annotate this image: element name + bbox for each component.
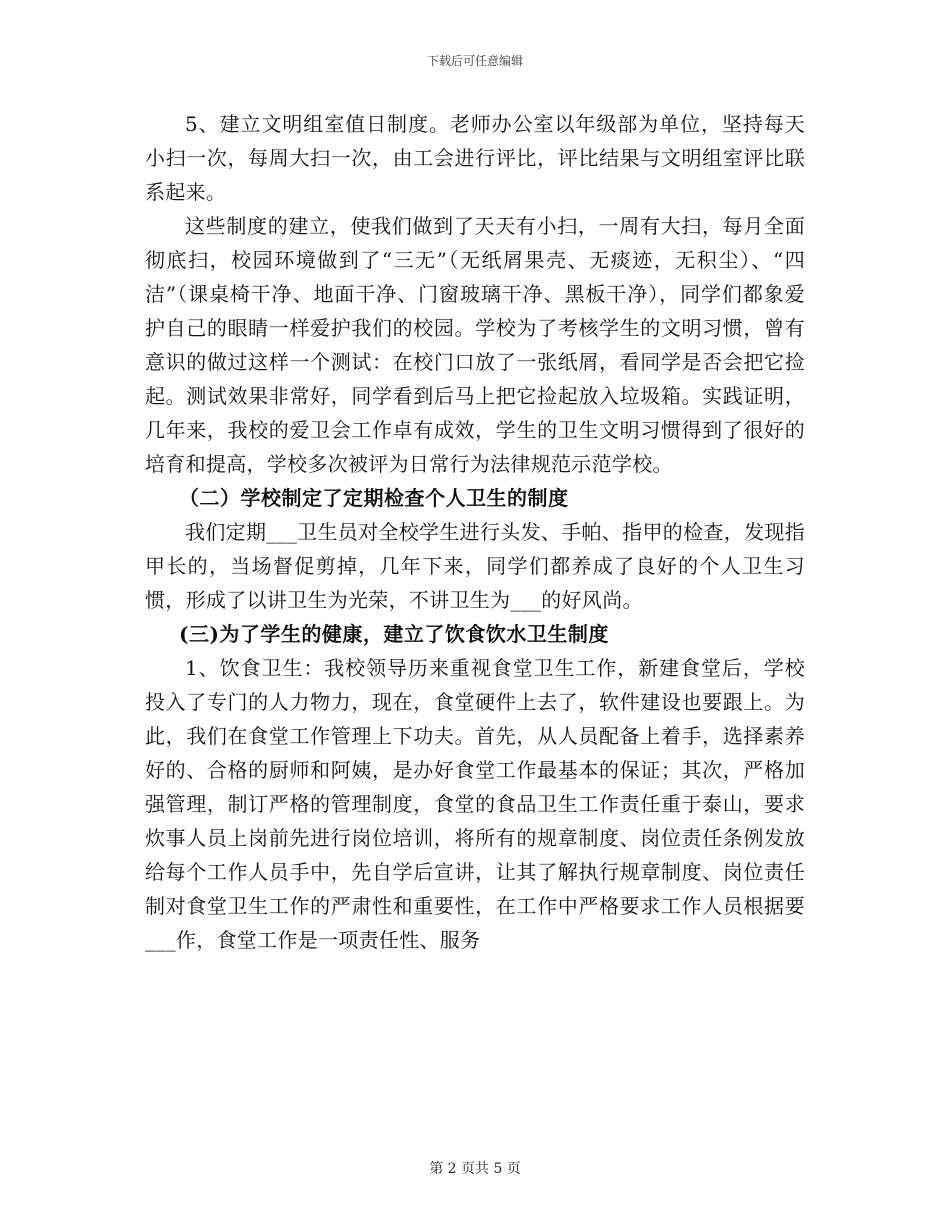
paragraph-personal-hygiene: 我们定期___卫生员对全校学生进行头发、手帕、指甲的检查，发现指甲长的，当场督促剪掉，几年下来，同学们都养成了良好的个人卫生习惯，形成了以讲卫生为光荣，不讲卫生为___的好风尚。 xyxy=(145,520,805,612)
paragraph-system-results: 这些制度的建立，使我们做到了天天有小扫，一周有大扫，每月全面彻底扫，校园环境做到了“三无”（无纸屑果壳、无痰迹，无积尘）、“四洁”（课桌椅干净、地面干净、门窗玻璃干净、黑板干净），同学们都象爱护自己的眼睛一样爱护我们的校园。学校为了考核学生的文明习惯，曾有意识的做过这样一个测试：在校门口放了一张纸屑，看同学是否会把它捡起。测试效果非常好，同学看到后马上把它捡起放入垃圾箱。实践证明，几年来，我校的爱卫会工作卓有成效，学生的卫生文明习惯得到了很好的培育和提高，学校多次被评为日常行为法律规范示范学校。 xyxy=(145,214,805,476)
page-footer: 第 2 页共 5 页 xyxy=(429,1161,521,1177)
page-header: 下载后可任意编辑 xyxy=(426,54,523,68)
paragraph-food-hygiene: 1、饮食卫生：我校领导历来重视食堂卫生工作，新建食堂后，学校投入了专门的人力物力，现在，食堂硬件上去了，软件建设也要跟上。为此，我们在食堂工作管理上下功夫。首先，从人员配备上着手，选择素养好的、合格的厨师和阿姨，是办好食堂工作最基本的保证；其次，严格加强管理，制订严格的管理制度，食堂的食品卫生工作责任重于泰山，要求炊事人员上岗前先进行岗位培训，将所有的规章制度、岗位责任条例发放给每个工作人员手中，先自学后宣讲，让其了解执行规章制度、岗位责任制对食堂卫生工作的严肃性和重要性，在工作中严格要求工作人员根据要___作，食堂工作是一项责任性、服务 xyxy=(145,656,805,952)
section-heading-personal-hygiene: （二）学校制定了定期检查个人卫生的制度 xyxy=(179,486,569,510)
section-heading-food-water-hygiene: (三)为了学生的健康，建立了饮食饮水卫生制度 xyxy=(179,622,609,646)
document-body xyxy=(145,107,805,957)
paragraph-duty-system: 5、建立文明组室值日制度。老师办公室以年级部为单位，坚持每天小扫一次，每周大扫一次，由工会进行评比，评比结果与文明组室评比联系起来。 xyxy=(145,112,805,204)
